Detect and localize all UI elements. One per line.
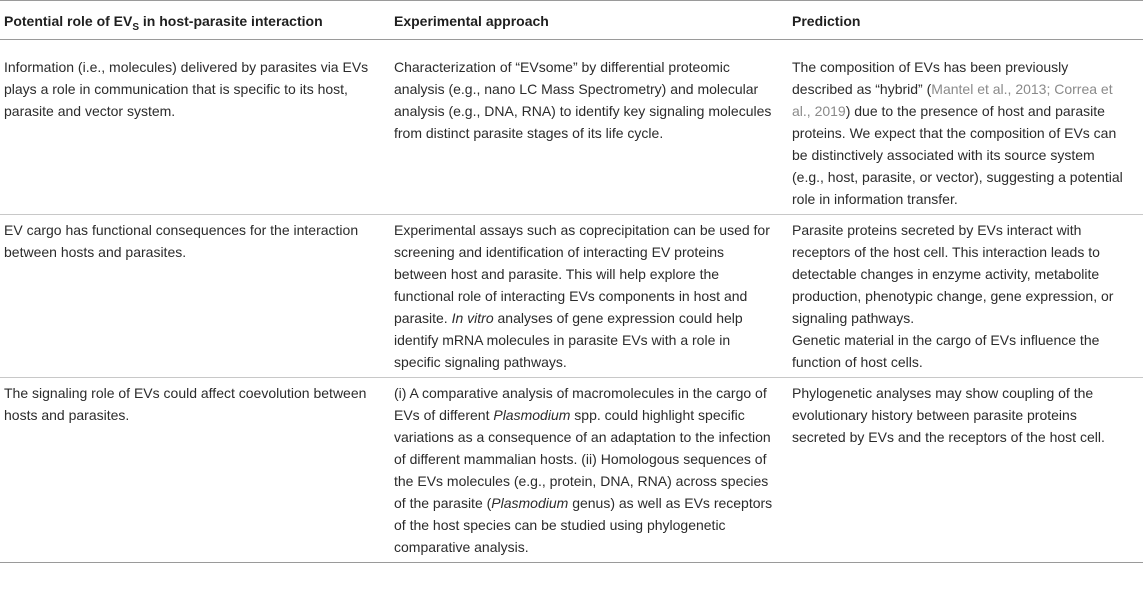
role-cell: Information (i.e., molecules) delivered by parasites via EVs plays a role in communication that is specific to its host, parasite and vector system.: [0, 40, 390, 215]
approach-italic: Plasmodium: [491, 495, 569, 511]
approach-text: Experimental assays such as coprecipitation can be used for screening and identification of interacting EV proteins between host and parasite. This will help explore the functional role of interacting EVs components in host and parasite.: [394, 222, 770, 326]
header-potential-role: [0, 1, 390, 40]
header-prediction: Prediction: [788, 1, 1143, 40]
prediction-cell: [788, 215, 1143, 378]
approach-cell: Characterization of “EVsome” by differential proteomic analysis (e.g., nano LC Mass Spectrometry) and molecular analysis (e.g., DNA, RNA) to identify key signaling molecules from distinct parasite stages of its life cycle.: [390, 40, 788, 215]
header-role-rest: in host-parasite interaction: [139, 13, 323, 29]
prediction-cell: Phylogenetic analyses may show coupling of the evolutionary history between parasite proteins secreted by EVs and the receptors of the host cell.: [788, 378, 1143, 563]
approach-italic: In vitro: [451, 310, 494, 326]
header-experimental-approach: Experimental approach: [390, 1, 788, 40]
role-cell: EV cargo has functional consequences for the interaction between hosts and parasites.: [0, 215, 390, 378]
approach-text: (i) A comparative analysis of macromolecules in the cargo of EVs of different: [394, 385, 767, 423]
approach-text-cont: spp. could highlight specific variations as a consequence of an adaptation to the infection of different mammalian hosts. (ii) Homologous sequences of the EVs molecules (e.g., protein, DNA, RNA) across species of the parasite (: [394, 407, 771, 511]
header-role-subscript: S: [132, 21, 140, 33]
prediction-paragraph-1: Parasite proteins secreted by EVs interact with receptors of the host cell. This interaction leads to detectable changes in enzyme activity, metabolite production, phenotypic change, gene expression, or signaling pathways.: [792, 222, 1114, 326]
prediction-paragraph-2: Genetic material in the cargo of EVs influence the function of host cells.: [792, 332, 1100, 370]
table-row: [0, 215, 1143, 378]
table-header-row: [0, 1, 1143, 40]
prediction-text-cont: ) due to the presence of host and parasite proteins. We expect that the composition of EVs can be distinctively associated with its source system (e.g., host, parasite, or vector), suggesting a potential role in information transfer.: [792, 103, 1123, 207]
approach-cell: [390, 378, 788, 563]
approach-italic: Plasmodium: [493, 407, 571, 423]
approach-text-cont: analyses of gene expression could help identify mRNA molecules in parasite EVs with a role in specific signaling pathways.: [394, 310, 743, 370]
citation-link[interactable]: Mantel et al., 2013; Correa et al., 2019: [792, 81, 1113, 119]
table-row: [0, 40, 1143, 215]
table-row: [0, 378, 1143, 563]
prediction-cell: [788, 40, 1143, 215]
approach-text-end: genus) as well as EVs receptors of the host species can be studied using phylogenetic comparative analysis.: [394, 495, 773, 555]
header-role-text: Potential role of EV: [4, 13, 133, 29]
role-cell: The signaling role of EVs could affect coevolution between hosts and parasites.: [0, 378, 390, 563]
approach-cell: [390, 215, 788, 378]
prediction-text: The composition of EVs has been previously described as “hybrid” (: [792, 59, 1069, 97]
